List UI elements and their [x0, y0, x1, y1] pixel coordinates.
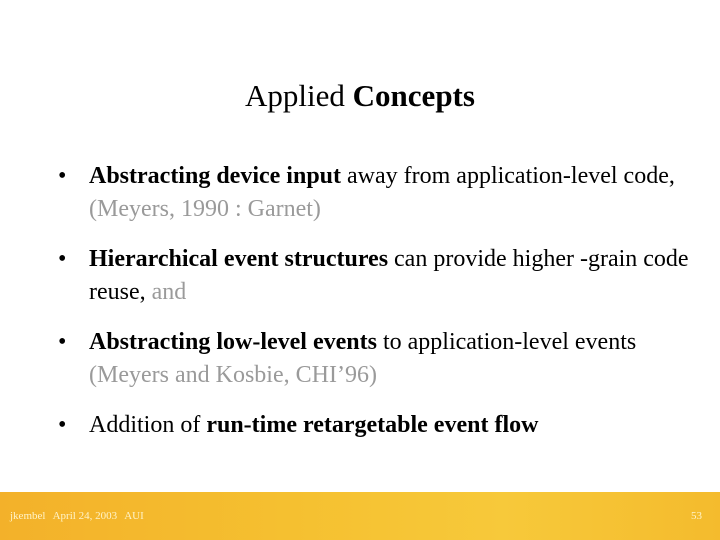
- bullet-text: can provide higher -grain code reuse,: [89, 246, 689, 305]
- footer-info: [10, 510, 149, 522]
- bullet-icon: •: [58, 412, 67, 438]
- title-bold: Concepts: [352, 78, 475, 113]
- footer-bar: [0, 492, 720, 540]
- slide-title: [0, 76, 720, 116]
- bullet-item: [58, 326, 698, 392]
- bullet-citation: and: [151, 279, 187, 305]
- bullet-item: [58, 160, 698, 226]
- page-number: 53: [691, 510, 702, 522]
- bullet-text: Addition of: [89, 412, 207, 438]
- bullet-item: [58, 409, 698, 442]
- footer-course: AUI: [124, 510, 144, 522]
- bullet-item: [58, 243, 698, 309]
- bullet-citation: (Meyers, 1990 : Garnet): [89, 196, 321, 222]
- bullet-bold: Abstracting low-level events: [89, 329, 377, 355]
- bullet-bold: Hierarchical event structures: [89, 246, 389, 272]
- bullet-icon: •: [58, 329, 67, 355]
- bullet-bold: Abstracting device input: [89, 163, 341, 189]
- title-plain: Applied: [245, 78, 353, 113]
- bullet-text: to application-level events: [376, 329, 637, 355]
- footer-author: jkembel: [10, 510, 46, 522]
- footer-date: April 24, 2003: [52, 510, 118, 522]
- bullet-icon: •: [58, 246, 67, 272]
- bullet-list: [58, 160, 698, 459]
- bullet-bold: run-time retargetable event flow: [206, 412, 539, 438]
- bullet-text: away from application-level code,: [341, 163, 675, 189]
- bullet-icon: •: [58, 163, 67, 189]
- bullet-citation: (Meyers and Kosbie, CHI’96): [89, 362, 377, 388]
